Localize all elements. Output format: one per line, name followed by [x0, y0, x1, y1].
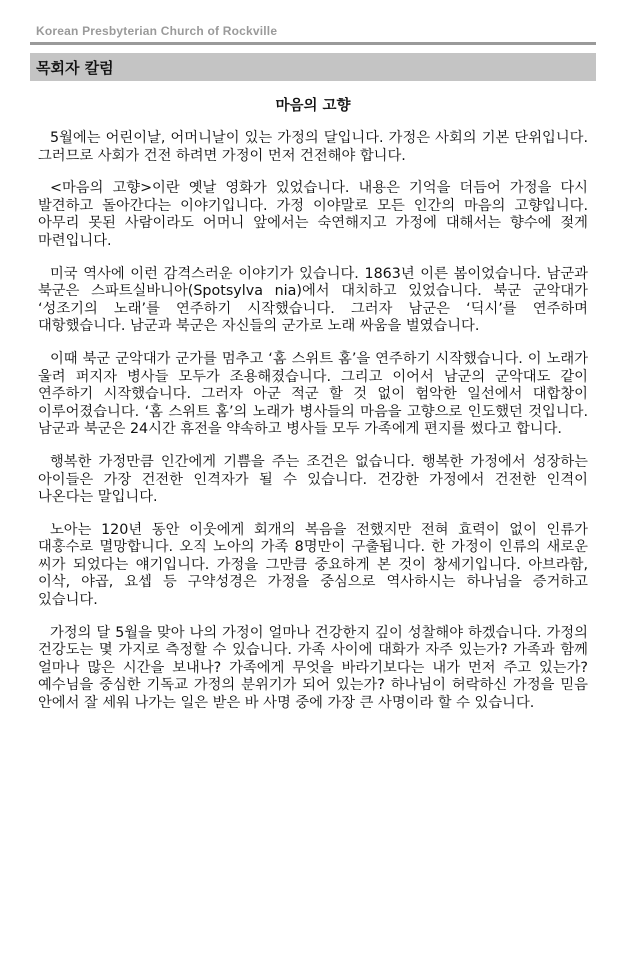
article-paragraph: <마음의 고향>이란 옛날 영화가 있었습니다. 내용은 기억을 더듬어 가정을 다시 발견하고 돌아간다는 이야기입니다. 가정 이야말로 모든 인간의 마음의 고향입니다. 아무리 못된 사람이라도 어머니 앞에서는 숙연해지고 가정에 대해서는 향수에 젖게 마련입니다. — [38, 180, 588, 249]
article-paragraph: 5월에는 어린이날, 어머니날이 있는 가정의 달입니다. 가정은 사회의 기본 단위입니다. 그러므로 사회가 건전 하려면 가정이 먼저 건전해야 합니다. — [38, 130, 588, 164]
church-name: Korean Presbyterian Church of Rockville — [36, 24, 278, 38]
article-body — [38, 130, 588, 728]
article-paragraph: 이때 북군 군악대가 군가를 멈추고 ‘홈 스위트 홈’을 연주하기 시작했습니다. 이 노래가 울려 퍼지자 병사들 모두가 조용해졌습니다. 그리고 이어서 남군의 군악대도 같이 연주하기 시작했습니다. 그러자 아군 적군 할 것 없이 험악한 일선에서 대합창이 이루어졌습니다. ‘홈 스위트 홈’의 노래가 병사들의 마음을 고향으로 인도했던 것입니다. 남군과 북군은 24시간 휴전을 약속하고 병사들 모두 가족에게 편지를 썼다고 합니다. — [38, 350, 588, 438]
page-header — [30, 22, 596, 81]
article-paragraph: 가정의 달 5월을 맞아 나의 가정이 얼마나 건강한지 깊이 성찰해야 하겠습니다. 가정의 건강도는 몇 가지로 측정할 수 있습니다. 가족 사이에 대화가 자주 있는가? 가족과 함께 얼마나 많은 시간을 보내나? 가족에게 무엇을 바라기보다는 내가 먼저 주고 있는가? 예수님을 중심한 기독교 가정의 분위기가 되어 있는가? 하나님이 허락하신 가정을 믿음 안에서 잘 세워 나가는 일은 받은 바 사명 중에 가장 큰 사명이라 할 수 있습니다. — [38, 624, 588, 712]
section-title: 목회자 칼럼 — [36, 58, 114, 77]
article-paragraph: 노아는 120년 동안 이웃에게 회개의 복음을 전했지만 전혀 효력이 없이 인류가 대홍수로 멸망합니다. 오직 노아의 가족 8명만이 구출됩니다. 한 가정이 인류의 새로운 씨가 되었다는 얘기입니다. 가정을 그만큼 중요하게 본 것이 창세기입니다. 아브라함, 이삭, 야곱, 요셉 등 구약성경은 가정을 중심으로 역사하시는 하나님을 증거하고 있습니다. — [38, 521, 588, 609]
article-title: 마음의 고향 — [275, 98, 351, 114]
article-paragraph: 행복한 가정만큼 인간에게 기쁨을 주는 조건은 없습니다. 행복한 가정에서 성장하는 아이들은 가장 건전한 인격자가 될 수 있습니다. 건강한 가정에서 건전한 인격이 나온다는 말입니다. — [38, 453, 588, 506]
section-bar — [30, 53, 596, 81]
article-paragraph: 미국 역사에 이런 감격스러운 이야기가 있습니다. 1863년 이른 봄이었습니다. 남군과 북군은 스파트실바니아(Spotsylva nia)에서 대치하고 있었습니다. 북군 군악대가 ‘성조기의 노래’를 연주하기 시작했습니다. 그러자 남군은 ‘딕시’를 연주하며 대항했습니다. 남군과 북군은 자신들의 군가로 노래 싸움을 벌였습니다. — [38, 265, 588, 335]
header-divider — [30, 42, 596, 45]
